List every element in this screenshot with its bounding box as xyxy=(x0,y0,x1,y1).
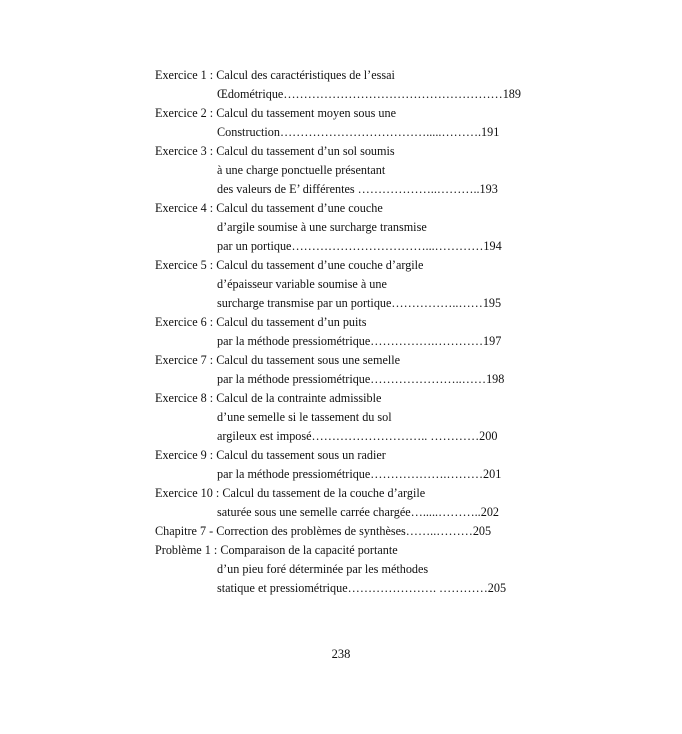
toc-line: Exercice 4 : Calcul du tassement d’une couche xyxy=(155,201,383,215)
toc-line: des valeurs de E’ différentes ………………..………..193 xyxy=(217,182,498,196)
toc-line: Exercice 9 : Calcul du tassement sous un radier xyxy=(155,448,386,462)
toc-entry-exercice-4 xyxy=(155,199,535,256)
toc-line: argileux est imposé……………………….. …………200 xyxy=(217,429,498,443)
toc-line: Exercice 8 : Calcul de la contrainte admissible xyxy=(155,391,382,405)
toc-entry-exercice-7 xyxy=(155,351,535,389)
toc-entry-exercice-6 xyxy=(155,313,535,351)
toc-line: Exercice 1 : Calcul des caractéristiques de l’essai xyxy=(155,68,395,82)
toc-line: d’un pieu foré déterminée par les méthodes xyxy=(217,562,429,576)
toc-line: Exercice 6 : Calcul du tassement d’un puits xyxy=(155,315,367,329)
toc-line: Œdométrique………………………………………………189 xyxy=(217,87,521,101)
toc-line: Chapitre 7 - Correction des problèmes de synthèses……..………205 xyxy=(155,524,492,538)
toc-line: Exercice 2 : Calcul du tassement moyen sous une xyxy=(155,106,396,120)
toc-entry-chapitre-7 xyxy=(155,522,535,541)
toc-line: statique et pressiométrique…………………. …………205 xyxy=(217,581,507,595)
toc-line: Construction……………………………….....……….191 xyxy=(217,125,500,139)
toc-line: Exercice 3 : Calcul du tassement d’un sol soumis xyxy=(155,144,395,158)
toc-entry-exercice-2 xyxy=(155,104,535,142)
toc-line: Problème 1 : Comparaison de la capacité portante xyxy=(155,543,398,557)
toc-line: à une charge ponctuelle présentant xyxy=(217,163,386,177)
toc-entry-exercice-1 xyxy=(155,66,535,104)
toc-entry-probleme-1 xyxy=(155,541,535,598)
toc-entry-exercice-9 xyxy=(155,446,535,484)
toc-entry-exercice-3 xyxy=(155,142,535,199)
toc-line: par la méthode pressiométrique…………….…………197 xyxy=(217,334,502,348)
table-of-contents xyxy=(155,66,535,598)
toc-line: saturée sous une semelle carrée chargée….....………..202 xyxy=(217,505,500,519)
toc-line: par un portique……………………………...…………194 xyxy=(217,239,502,253)
toc-line: d’argile soumise à une surcharge transmise xyxy=(217,220,427,234)
toc-line: surcharge transmise par un portique……………..……195 xyxy=(217,296,502,310)
toc-line: d’épaisseur variable soumise à une xyxy=(217,277,387,291)
toc-line: par la méthode pressiométrique…………………..……198 xyxy=(217,372,505,386)
toc-entry-exercice-8 xyxy=(155,389,535,446)
toc-line: Exercice 5 : Calcul du tassement d’une couche d’argile xyxy=(155,258,424,272)
toc-line: Exercice 7 : Calcul du tassement sous une semelle xyxy=(155,353,401,367)
toc-entry-exercice-10 xyxy=(155,484,535,522)
toc-entry-exercice-5 xyxy=(155,256,535,313)
page-number: 238 xyxy=(331,647,351,661)
toc-line: par la méthode pressiométrique……………….………201 xyxy=(217,467,502,481)
toc-line: d’une semelle si le tassement du sol xyxy=(217,410,392,424)
toc-line: Exercice 10 : Calcul du tassement de la couche d’argile xyxy=(155,486,426,500)
